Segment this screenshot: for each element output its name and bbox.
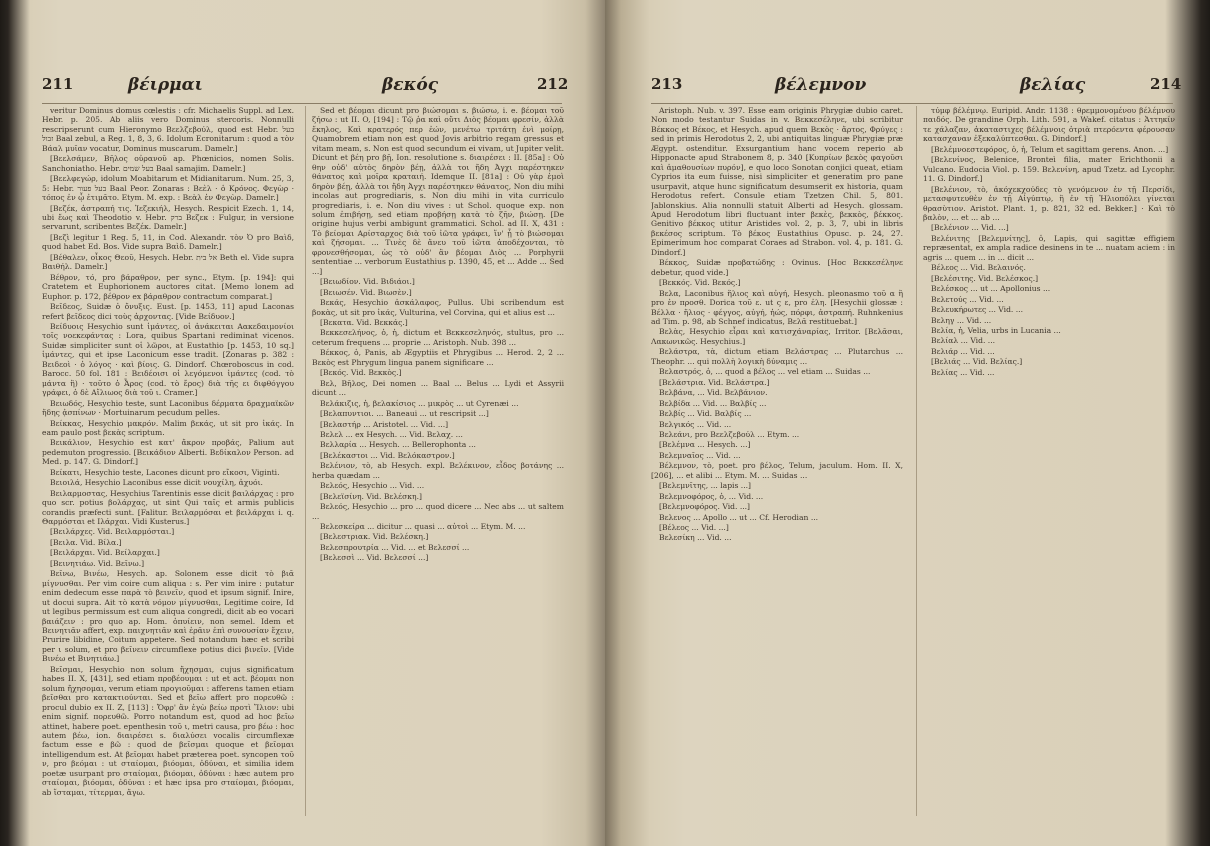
dictionary-entry: [Βεκατα. Vid. Βεκκάς.] bbox=[320, 317, 408, 327]
dictionary-entry: [Βελέκαστοι ... Vid. Βελόκαστρον.] bbox=[320, 450, 455, 460]
dictionary-entry: Βελεσκείρα ... dicitur ... quasi ... αὐτοὶ ... Etym. M. ... bbox=[320, 522, 526, 532]
dictionary-entry: [Βελεμνῖτης, ... lapis ...] bbox=[659, 481, 752, 491]
dictionary-entry: Βελένιτης [Βελεμνίτης], ὁ, Lapis, qui sagittæ effigiem repræsentat, ex ampla radice desinens in te ... nuatam aciem : in agris ... quem ... in ... dicit ... bbox=[923, 233, 1175, 262]
dictionary-entry: Βελευκήρωτες ... Vid. ... bbox=[931, 305, 1023, 315]
dictionary-entry: Βελβίς ... Vid. Βαλβίς ... bbox=[659, 409, 752, 419]
dictionary-entry: [Βειλάρχαι. Vid. Βείλαρχαι.] bbox=[50, 548, 160, 558]
dictionary-entry: Βελγικός ... Vid. ... bbox=[659, 419, 732, 429]
dictionary-entry: Βεκάς, Hesychio ἀσκάλαφος, Pullus. Ubi scribendum est βοκὰς, ut sit pro ἰκάς, Vulturina, vel Corvina, qui et alius est ... bbox=[312, 298, 564, 317]
dictionary-entry: Βέκκος, ὁ, Panis, ab Ægyptiis et Phrygibus ... Herod. 2, 2 ... Βεκὸς est Phrygum lingua panem significare ... bbox=[312, 348, 564, 367]
dictionary-entry: τύμφ βέλέμνῳ. Euripid. Andr. 1138 : θρεμμονομένου βέλέμνου παιδός. De grandine Orph. Lith. 591, a Wakef. citatus : Ἀττηκίν τε χάλαζαν, ἀκαταστιχες βέλέμνοις ὀτριὰ πτερόεντα φέρουσαν κατασχαναν ἐξεκαλύπτεσθαι. G. Dindorf.] bbox=[923, 106, 1175, 144]
dictionary-entry: [Βελέσιτης. Vid. Βελέσκος.] bbox=[931, 273, 1039, 283]
dictionary-entry: [Βελιάς ... Vid. Βελίας.] bbox=[931, 357, 1023, 367]
dictionary-entry: Βελεμναῖος ... Vid. ... bbox=[659, 450, 741, 460]
dictionary-entry: [Βελεστριακ. Vid. Βελέσκη.] bbox=[320, 532, 429, 542]
headword-belias: βελίας bbox=[1020, 75, 1086, 95]
dictionary-entry: Βείκκας, Hesychio μακρόν. Malim βεκάς, ut sit pro ἰκάς. In eam paulo post βεκὰς scriptum. bbox=[42, 418, 294, 437]
dictionary-entry: Sed et βέομαι dicunt pro βιώσομαι s. βιώσω, i. e. βέομαι τοῦ ζήσω : ut II. O, [194] : Τῷ ῥα καὶ οὔτι Διὸς βέομαι φρεσίν, ἀλλὰ ἕκηλος, Καὶ κρατερός περ ἐών, μενέτω τριτάτῃ ἐνὶ μοίρῃ, Quamobrem etiam non est quod Jovis arbitrio regam gressus et vitam meam, s. Non est quod secundum ei vivam, ut Jupiter velit. Dicunt et βέη pro βῇ, Ion. resolutione s. διαιρέσει : II. [85a] : Οὐ θην οὐδ' αὐτὸς δηρὸν βέῃ, ἀλλὰ τοι ἤδη Ἀγχι παρέστηκεν θάνατος καὶ μοῖρα κραταιή. Idemque II. [81a] : Οὐ γὰρ ἐμοὶ δηρὸν βέῃ, ἀλλὰ τοι ἤδη Ἀγχι παρέστηκεν θάνατος, Non diu mihi incolas aut progrediaris, s. Non diu mihi in vita curriculo progrediaris, i. e. Non diu vives : ut Schol. quoque exp. non solum ἐπιβήσῃ, sed etiam προβήσῃ κατὰ τὸ ζῆν, βιώσῃ. [De origine hujus verbi ambigunt grammatici. Schol. ad II. X, 431 : Τὸ βείομαι Αρίσταρχος διὰ τοῦ ἰῶτα γράφει, ἵν' ᾖ τὸ βιώσομαι καὶ ζήσομαι. ... Τινὲς δὲ ἄνευ τοῦ ἰῶτα ἀποδέχονται, τὸ φρονεσθήσομαι, ὡς τὸ οὐδ' ἂν βέομαι Διὸς ... Porphyrii sententiae ... verborum Eustathius p. 1390, 45, et ... Adde ... Sed ...] bbox=[312, 106, 564, 276]
dictionary-entry: Βεῖδεος, Suidæ ὁ ὄνυξις. Eust. [p. 1453, 11] apud Laconas refert βεῖδεος dici τοὺς ἀρχοντας. [Vide Βείδυον.] bbox=[42, 302, 294, 321]
headword-beirmai: βέιρμαι bbox=[128, 75, 203, 95]
dictionary-entry: [Βέλεος ... Vid. ...] bbox=[659, 523, 729, 533]
dictionary-entry: Βείκατι, Hesychio teste, Lacones dicunt pro εἴκοσι, Viginti. bbox=[50, 467, 280, 477]
dictionary-entry: [Βεκκός. Vid. Βεκός.] bbox=[659, 278, 741, 288]
dictionary-entry: Βελεσπρουτρία ... Vid. ... et Βελεσσί ... bbox=[320, 542, 470, 552]
dictionary-entry: Βελίαλ ... Vid. ... bbox=[931, 336, 996, 346]
dictionary-entry: Βέκκος, Suidæ προβατώδης : Ovinus. [Hoc Βεκκεσέληνε debetur, quod vide.] bbox=[651, 258, 903, 277]
dictionary-entry: [Βελάστρια. Vid. Βελάστρα.] bbox=[659, 377, 770, 387]
dictionary-entry: Βελλαρία ... Hesych. ... Bellerophonta ... bbox=[320, 440, 476, 450]
dictionary-entry: [Βελαστήρ ... Aristotel. ... Vid. ...] bbox=[320, 419, 449, 429]
right-page bbox=[605, 0, 1210, 846]
dictionary-entry: Βελιάρ ... Vid. ... bbox=[931, 346, 995, 356]
dictionary-entry: Βελετούς ... Vid. ... bbox=[931, 294, 1004, 304]
dictionary-entry: Βελεμνοφόρος, ὁ, ... Vid. ... bbox=[659, 491, 764, 501]
dictionary-entry: Βέθρον, τό, pro βάραθρον, per sync., Etym. [p. 194]: qui Cratetem et Euphorionem auctores citat. [Memo lonem ad Euphor. p. 172, βέθρον ex βάραθρον contractum comparat.] bbox=[42, 272, 294, 301]
dictionary-entry: [Βειλάρχες. Vid. Βειλαρμόσται.] bbox=[50, 527, 175, 537]
dictionary-entry: Βεῖσμαι, Hesychio non solum ἤχησμαι, cujus significatum habes II. X, [431], sed etiam προβέουμαι : ut et act. βέομαι non solum ἤχησομαι, verum etiam προγιοῦμαι : afferens tamen etiam βεῖσθαι pro κατακτιούνται. Sed et βεῖω affert pro πορευθῶ : procul dubio ex II. Z, [113] : Ὄφρ' ἂν ἐγὼ βείω προτὶ Ἴλιον: ubi enim signif. πορευθῶ. Porro notandum est, quod ad hoc βεῖω attinet, habere poet. epenthesin τοῦ ι, metri causa, pro βέω : hoc autem βέω, ion. διαιρέσει s. διαλύσει vocalis circumflexæ factum esse e βῶ : quod de βεῖσμαι quoque et βεῖομαι intelligendum est. At βεῖομαι habet præterea poet. syncopen τοῦ ν, pro βεόμαι : ut σταίομαι, βιόομαι, ὀδύναι, et similia idem poetæ usurpant pro σταίομαι, βιόομαι, ὀδύναι : hæc autem pro σταίομαι, βιόομαι, ὀδύναι : et hæc ipsa pro σταίομαι, βιόομαι, ab ἵσταμαι, τίτερμαι, ἄγω. bbox=[42, 664, 294, 797]
dictionary-entry: Βελβάνα, ... Vid. Βελβάνιον. bbox=[659, 388, 768, 398]
left-page-column-1 bbox=[42, 106, 294, 816]
dictionary-entry: Βελ, Βῆλος, Dei nomen ... Baal ... Belus ... Lydi et Assyrii dicunt ... bbox=[312, 378, 564, 398]
dictionary-entry: [Βελέμνοεστεφόρος, ὁ, ἡ, Telum et sagittam gerens. Anon. ...] bbox=[931, 144, 1169, 154]
dictionary-entry: Βελὰς, Hesychio εἶραι καὶ κατισχάναρίας, Irritor. [Βελᾶσαι, Λακωνικῶς. Hesychius.] bbox=[651, 327, 903, 346]
dictionary-entry: Βείδυοις Hesychio sunt ἱμάντες, οἱ ἀνάκειται Αακεδαιμονίοι τοῖς νοεκεφάντας : Lora, quibus Spartani rediminat vicenos. Suidæ simpliciter sunt οἱ λῶροι, at Eustathio [p. 1453, 10 sq.] ἱμάντες, qui et ipse Laconicum esse tradit. [Zonaras p. 382 : Βειδεοὶ · ὁ λόγος · καὶ βίοις. G. Dindorf. Chœroboscus in cod. Barocc. 50 fol. 181 : Βειδέοισι οἱ λεγόμενοι ἱμάντες (cod. τὸ μάντα ἣ) · τοῦτο ὁ Ἆρος (cod. τὸ ἔρος) διὰ τῆς ει διφθόγγου γράφει, ὁ δὲ Αἴλιωος διὰ τοῦ ι. Cramer.] bbox=[42, 321, 294, 398]
header-rule bbox=[42, 103, 562, 104]
page-number-211: 211 bbox=[42, 75, 74, 93]
dictionary-entry: Βεληγ ... Vid. ... bbox=[931, 315, 992, 325]
dictionary-entry: [Βειλα. Vid. Βίλα.] bbox=[50, 537, 122, 547]
dictionary-entry: Βέλεος ... Vid. Βελαινός. bbox=[931, 263, 1026, 273]
right-page-header bbox=[605, 75, 1210, 101]
dictionary-entry: [Βελενίνος, Belenice, Bronteì filia, mater Erichthonii a Vulcano. Eudocia Viol. p. 159. Βελενίνη, apud Tzetz. ad Lycophr. 11. G. Dindorf.] bbox=[923, 155, 1175, 184]
right-page-column-2 bbox=[916, 106, 1175, 816]
dictionary-entry: Βελεάνι, pro Βεελζεβούλ ... Etym. ... bbox=[659, 429, 800, 439]
dictionary-entry: Βελεός, Hesychio ... pro ... quod dicere ... Nec abs ... ut saltem ... bbox=[312, 502, 564, 521]
dictionary-entry: Βέλεμνον, τὸ, poet. pro βέλος, Telum, jaculum. Hom. II. X, [206], ... et alibi ... Etym. M. ... Suidas ... bbox=[651, 461, 903, 480]
headword-bekos: βεκός bbox=[382, 75, 439, 95]
dictionary-entry: [Βεελσάμεν, Βῆλος οὐρανοῦ ap. Phœnicios, nomen Solis. Sanchoniatho. Hebr. בעל שמים Baal samajim. Damelr.] bbox=[42, 154, 294, 173]
dictionary-entry: [Βελεμνοφόρος. Vid. ...] bbox=[659, 502, 751, 512]
dictionary-entry: [Βελένιον, τὸ, ἀκόχεκχούδες τὸ γενόμενον ἐν τῇ Περσίδι, μετασφυτευθὲν ἐν τῇ Αἰγύπτῳ, ἢ ἐν τῇ Ἡλιοπόλει γίνεται θρασὺτιον. Aristot. Plant. 1, p. 821, 32 ed. Bekker.] · Καὶ τὸ βαλὸν, ... et ... ab ... bbox=[923, 184, 1175, 222]
dictionary-entry: [Βέθαλεν, οἶκος Θεοῦ, Hesych. Hebr. אל בית Beth el. Vide supra Βαιθήλ. Damelr.] bbox=[42, 252, 294, 272]
dictionary-entry: Βελβίδα ... Vid. ... Βαλβίς ... bbox=[659, 398, 767, 408]
dictionary-entry: [Βεζέκ, ἀστραπή τις. Ἰεζεκιήλ, Hesych. Respicit Ezech. 1, 14, ubi ἔως καὶ Theodotio v. Hebr. ברק Βεζεκ : Fulgur, in versione servarunt, scribentes Βεζέκ. Damelr.] bbox=[42, 203, 294, 232]
dictionary-entry: Βελάστρα, τὰ, dictum etiam Βελάστρας ... Plutarchus ... Theophr. ... qui πολλὴ λογικὴ δύναμις ... bbox=[651, 347, 903, 366]
dictionary-entry: Βελένιον, τὸ, ab Hesych. expl. Βελέκινον, εἶδος βοτάνης ... herba quædam ... bbox=[312, 461, 564, 480]
page-number-213: 213 bbox=[651, 75, 683, 93]
dictionary-entry: Βειωδός, Hesychio teste, sunt Laconibus δέρματα δραχμαϊκῶν ἤδης ᾀσπίνων · Mortuinarum pecudum pelles. bbox=[42, 398, 294, 418]
dictionary-entry: [Βεζὶ legitur 1 Reg. 5, 11, in Cod. Alexandr. τὸν Ὀ pro Βαὶδ, quod habet Ed. Bos. Vide supra Βαὶδ. Damelr.] bbox=[42, 232, 294, 252]
dictionary-entry: Βελελ ... ex Hesych. ... Vid. Βελαχ. ... bbox=[320, 429, 463, 439]
header-rule bbox=[651, 103, 1173, 104]
dictionary-entry: Βελενος ... Apollo ... ut ... Cf. Herodian ... bbox=[659, 512, 819, 522]
dictionary-entry: [Βειωδίον. Vid. Βιδιάοι.] bbox=[320, 277, 415, 287]
page-number-214: 214 bbox=[1150, 75, 1182, 93]
dictionary-entry: [Βεκός. Vid. Βεκκὸς.] bbox=[320, 368, 402, 378]
dictionary-entry: Βειοιλά, Hesychio Laconibus esse dicit νουχίλη, ἀχυόι. bbox=[50, 478, 263, 488]
dictionary-entry: Βελεός, Hesychio ... Vid. ... bbox=[320, 481, 425, 491]
dictionary-entry: Βελίας ... Vid. ... bbox=[931, 367, 995, 377]
dictionary-entry: [Βελέμνα ... Hesych. ...] bbox=[659, 440, 751, 450]
dictionary-entry: [Βεελφεγώρ, idolum Moabitarum et Midianitarum. Num. 25, 3, 5: Hebr. בעל פעור Baal Peor. Zonaras : Βεὲλ · ὁ Κρόνος. Φεγὼρ · τόπος ἐν ᾧ ἐτιμᾶτο. Etym. M. exp. : Βεὰλ ἐν Φεγὼρ. Damelr.] bbox=[42, 174, 294, 203]
dictionary-entry: Βελα, Laconibus ἥλιος καὶ αὐγή, Hesych. pleonasmo τοῦ α ἢ pro ἐν προσθ. Dorica τοῦ ε. ut ς ε, pro ἐλη. [Hesychii glossæ : Βέλλα · ἥλιος · φέγγος, αὐγή, ἠώς, πόρφι, ἀστραπή. Ruhnkenius ad Tim. p. 98, ab Schnef indicatus, Βελᾶ restituebat.] bbox=[651, 288, 903, 326]
left-page-header bbox=[0, 75, 605, 101]
dictionary-entry: Βελαστρός, ὁ, ... quod a βέλος ... vel etiam ... Suidas ... bbox=[659, 367, 871, 377]
dictionary-entry: Βελία, ἡ, Velia, urbs in Lucania ... bbox=[931, 325, 1061, 335]
dictionary-entry: veritur Dominus domus cœlestis : cfr. Michaelis Suppl. ad Lex. Hebr. p. 205. Ab aliis vero Dominus stercoris. Nonnulli rescripserunt cum Hieronymo Βεελζεβούλ, quod est Hebr. בעל זבול Baal zebul, a Reg. 1, 8, 3, 6. Idolum Ecronitarum : quod a τὸν Βάαλ μυῖαν vocatur, Dominus muscarum. Damelr.] bbox=[42, 106, 294, 153]
page-number-212: 212 bbox=[537, 75, 569, 93]
dictionary-entry: [Βειωσέν. Vid. Βιωσὲν.] bbox=[320, 287, 412, 297]
left-page-column-2 bbox=[305, 106, 564, 816]
dictionary-entry: Βεῖνω, Βινέω, Hesych. ap. Solonem esse dicit τὸ βιᾶ μίγνυσθαι. Per vim coire cum aliqua : s. Per vim inire : putatur enim dedecum esse παρὰ τὸ βεινεῖν, quod et ipsum signif. Inire, ut docui supra. Ait τὸ κατὰ νόμον μίγνυσθαι, Legitime coire, Id ut legibus permissum est cum aliqua congredi, dicit ab eo vocari βαιάζειν : pro quo ap. Hom. ὀπυίειν, non semel. Idem et Βεινητιᾶν affert, exp. παιχνητιᾶν καὶ ἐρᾶιν ἐπὶ συνουσίαν ἔχειν, Prurire libidine, Coitum appetere. Sed notandum hæc et scribi per ι solum, et pro βεῖνειν circumflexe potius dici βινεῖν. [Vide Βινέω et Βινητιάω.] bbox=[42, 569, 294, 664]
dictionary-entry: Βεικάλιον, Hesychio est κατ' ἄκρον προβάς, Palium aut pedemuton progressio. [Βεικάδιον Alberti. Βεδίκαλον Person. ad Med. p. 147. G. Dindorf.] bbox=[42, 438, 294, 467]
dictionary-entry: Βελεσίκη ... Vid. ... bbox=[659, 533, 732, 543]
headword-belemnon: βέλεμνον bbox=[775, 75, 867, 95]
dictionary-entry: Βελέσκος ... ut ... Apollonius ... bbox=[931, 284, 1051, 294]
dictionary-entry: [Βελένιον ... Vid. ...] bbox=[931, 223, 1009, 233]
dictionary-entry: [Βεινητιάω. Vid. Βεῖνω.] bbox=[50, 558, 145, 568]
dictionary-entry: Βελάκιζις, ἡ, βελακίσιος ... μικρὸς ... ut Cyrenæi ... bbox=[320, 398, 519, 408]
dictionary-entry: [Βελεϊσίνη. Vid. Βελέσκη.] bbox=[320, 491, 422, 501]
right-page-column-1 bbox=[651, 106, 903, 816]
dictionary-entry: [Βελαπυντιοι. ... Baneaui ... ut rescripsit ...] bbox=[320, 409, 489, 419]
dictionary-entry: Βειλαρμοστας, Hesychius Tarentinis esse dicit βαιλάρχας : pro quo scr. potius βολάρχας, ut sint Qui ταῖς et armis publicis corandis præfecti sunt. [Falitur. Βειλαρμόσαι et βειλάρχαι i. q. Θαρμόσται et Ιλάρχαι. Vidi Kusterus.] bbox=[42, 488, 294, 527]
dictionary-entry: Aristoph. Nub. v. 397. Esse eam originis Phrygiæ dubio caret. Non modo testantur Suidas in v. Βεκκεσέληνε, ubi scribitur Βέκκος et Βέκος, et Hesych. apud quem Βεκὸς · ἄρτος, Φρύγες : sed in primis Herodotus 2, 2, ubi antiquitas linguæ Phrygiæ præ Ægypt. ostenditur. Exsurgantium hanc vocem reperio ab Hipponacte apud Strabonem 8, p. 340 [Κυπρίων βεκὸς φαγοῦσι καὶ ἀμαθουσίων πυρόν], e quo loco Sonotan conjici queat, etiam Cyprios ita eum fuisse, nisi simpliciter et generatim pro pane usurpavit, atque hunc significatum desumserit ex historia, quam Herodotus refert. Consule etiam Tzetzen Chil. 5, 801. Jablonskius. Alia nonnulli statuit Alberti ad Hesych. glossam. Apud Herodotum libri fluctuant inter βεκὲς, βεκκὸς, βέκκος. Genitivo βέκκος utitur Aristides vol. 2, p. 3, 7, ubi in libris βεκέσος scriptum. Τὸ βέκος Eustathius Opusc. p. 24, 27. Epimerimum hoc comparat Coraes ad Strabon. vol. 4, p. 181. G. Dindorf.] bbox=[651, 106, 903, 257]
dictionary-entry: Βεκκεσελήνος, ὁ, ἡ, dictum et Βεκκεσεληνός, stultus, pro ... ceterum frequens ... proprie ... Aristoph. Nub. 398 ... bbox=[312, 328, 564, 347]
dictionary-entry: [Βελεσσὶ ... Vid. Βελεσσί ...] bbox=[320, 553, 429, 563]
